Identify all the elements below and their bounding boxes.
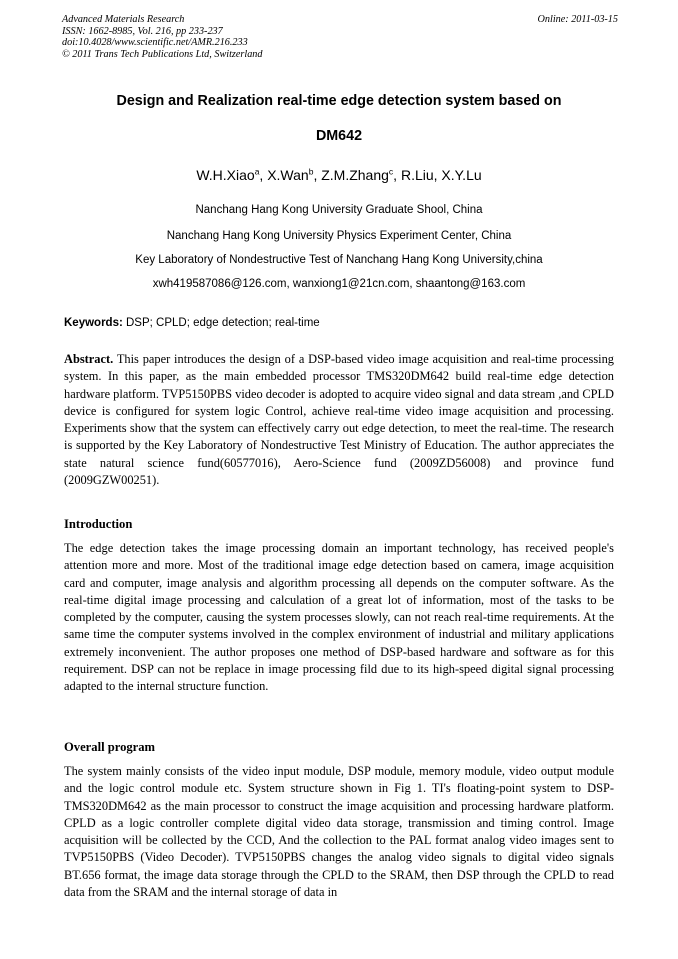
author-emails: xwh419587086@126.com, wanxiong1@21cn.com, shaantong@163.com [152, 278, 526, 290]
journal-copyright: © 2011 Trans Tech Publications Ltd, Switzerland [62, 48, 263, 60]
introduction-text: The edge detection takes the image processing domain an important technology, has received people's attention more and more. Most of the traditional image edge detection based on camera, image acquisition card and computer, image analysis and algorithm processing all depends on the computer software. As the real-time digital image processing and calculation of a great lot of information, most of the tasks to be completed by the computer, causing the system processes slowly, can not reach real-time requirements. At the same time the computer systems involved in the complex environment of industrial and military applications extremely inconvenient. The author proposes one method of DSP-based hardware and software as for this requirement. DSP can not be replace in image processing fild due to its high-speed digital signal processing adapted to the internal structure function. [64, 541, 614, 693]
overall-program-text: The system mainly consists of the video input module, DSP module, memory module, video output module and the logic control module etc. System structure shown in Fig 1. TI's floating-point system to DSP-TMS320DM642 as the main processor to construct the image acquisition and processing hardware platform. CPLD as a logic controller complete digital video data storage, transmission and timing control. Image acquisition will be collected by the CCD, And the collection to the PAL format analog video images sent to TVP5150PBS (Video Decoder). TVP5150PBS changes the analog video signals to digital video signals BT.656 format, the image data storage through the CPLD to the SRAM, then DSP through the CPLD to read data from the SRAM and the internal storage of data in [64, 764, 614, 899]
author-list: W.H.Xiao$^a$, X.Wan$^b$, Z.M.Zhang$^c$, R.Liu, X.Y.Lu [196, 166, 482, 183]
abstract [64, 351, 614, 489]
author-superscript: b [308, 166, 314, 177]
journal-name: Advanced Materials Research [62, 14, 185, 25]
online-date: Online: 2011-03-15 [537, 14, 618, 25]
author-name: Z.M.Zhang [321, 167, 389, 183]
paper-title-line-1: Design and Realization real-time edge detection system based on [116, 93, 562, 109]
keywords-label: Keywords: [64, 317, 123, 329]
author-superscript: a [254, 166, 260, 177]
introduction-heading: Introduction [64, 517, 133, 531]
affiliation-line: Nanchang Hang Kong University Physics Experiment Center, China [166, 230, 512, 242]
author-name: X.Y.Lu [441, 167, 482, 183]
author-name: R.Liu [400, 167, 434, 183]
keywords [64, 316, 616, 330]
overall-program-heading: Overall program [64, 740, 156, 754]
abstract-text: This paper introduces the design of a DSP-based video image acquisition and real-time processing system. In this paper, as the main embedded processor TMS320DM642 build real-time edge detection hardware platform. TVP5150PBS video decoder is adopted to acquire video signal and data stream ,and CPLD device is configured for system logic Control, achieve real-time video image acquisition and processing. Experiments show that the system can effectively carry out edge detection, to meet the real-time. The research is supported by the Key Laboratory of Nondestructive Test Ministry of Education. The author appreciates the state natural science fund(60577016), Aero-Science fund (2009ZD56008) and province fund (2009GZW00251). [64, 352, 614, 487]
author-superscript: c [388, 166, 394, 177]
journal-header [62, 14, 618, 60]
author-name: W.H.Xiao [196, 167, 255, 183]
paper-title-line-2: DM642 [315, 128, 363, 144]
affiliation-line: Nanchang Hang Kong University Graduate Shool, China [195, 204, 483, 216]
journal-doi: doi:10.4028/www.scientific.net/AMR.216.233 [62, 37, 248, 49]
author-name: X.Wan [267, 167, 309, 183]
keywords-text: DSP; CPLD; edge detection; real-time [126, 317, 320, 329]
abstract-label: Abstract. [64, 352, 114, 366]
journal-issn: ISSN: 1662-8985, Vol. 216, pp 233-237 [62, 25, 223, 37]
affiliation-line: Key Laboratory of Nondestructive Test of Nanchang Hang Kong University,china [135, 254, 543, 266]
